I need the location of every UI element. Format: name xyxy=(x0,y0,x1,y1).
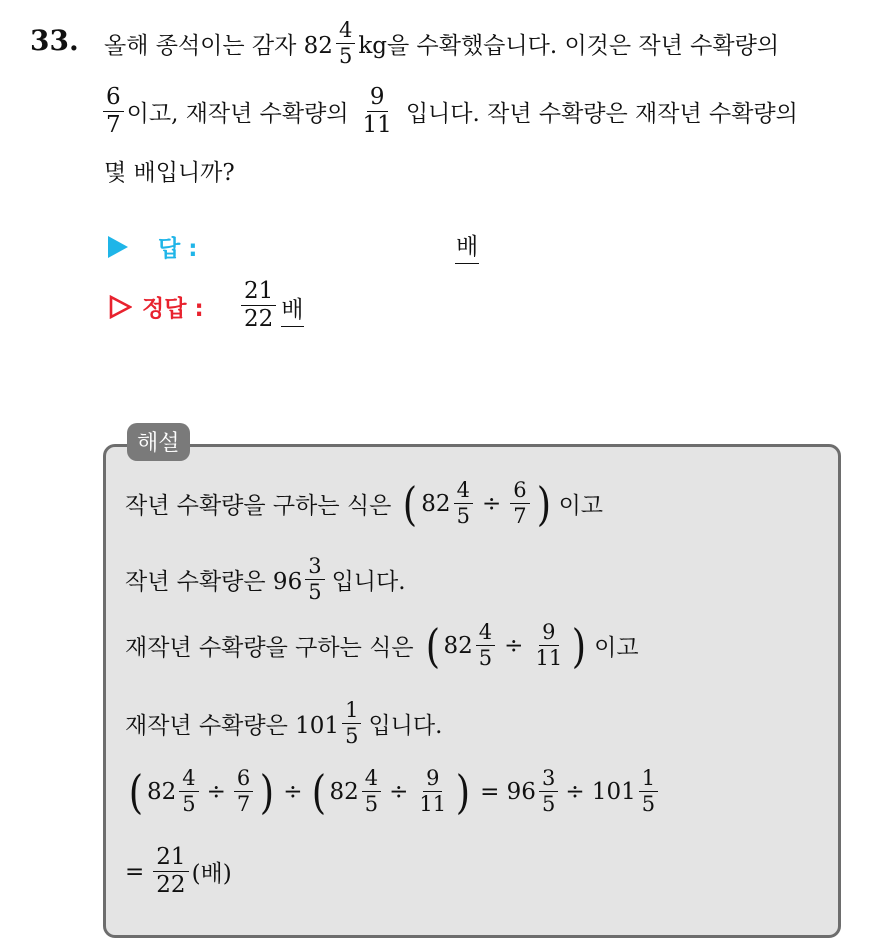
fraction: $\frac{4}{5}$ xyxy=(476,622,495,669)
fraction: $\frac{9}{11}$ xyxy=(362,84,392,138)
explanation-line-1: 작년 수확량을 구하는 식은 ( 82 $\frac{4}{5}$ ÷ $\frac{6}{7}$ ) 이고 xyxy=(125,476,603,531)
question-text: kg을 수확했습니다. 이것은 작년 수확량의 xyxy=(358,33,780,59)
explanation-line-6: = $\frac{21}{22}$ (배) xyxy=(125,844,232,898)
question-line-2 xyxy=(100,86,798,137)
correct-answer-label: 정답 : xyxy=(142,296,204,322)
correct-answer-value xyxy=(238,280,304,331)
fraction: $\frac{21}{22}$ xyxy=(241,280,276,331)
explanation-line-3: 재작년 수확량을 구하는 식은 ( 82 $\frac{4}{5}$ ÷ $\frac{9}{11}$ ) 이고 xyxy=(125,618,639,673)
question-text: 이고, 재작년 수확량의 xyxy=(126,101,349,127)
fraction: $\frac{3}{5}$ xyxy=(539,768,558,815)
answer-label: 답 : xyxy=(158,236,198,262)
fraction: $\frac{3}{5}$ xyxy=(305,556,324,603)
question-text: 입니다. 작년 수확량은 재작년 수확량의 xyxy=(405,101,798,127)
explanation-line-2: 작년 수확량은 96 $\frac{3}{5}$ 입니다. xyxy=(125,554,406,604)
fraction: $\frac{6}{7}$ xyxy=(510,480,529,527)
answer-unit: 배 xyxy=(455,228,479,264)
fraction: $\frac{9}{11}$ xyxy=(535,620,563,670)
question-number: 33. xyxy=(30,24,79,57)
fraction: $\frac{6}{7}$ xyxy=(103,86,124,137)
question-line-3: 몇 배입니까? xyxy=(104,160,235,186)
outline-triangle-icon xyxy=(108,295,132,319)
explanation-line-4: 재작년 수확량은 101 $\frac{1}{5}$ 입니다. xyxy=(125,698,443,748)
answer-row xyxy=(108,230,197,263)
explanation-line-5: ( 82 $\frac{4}{5}$ ÷ $\frac{6}{7}$ ) ÷ ( 82 $\frac{4}{5}$ ÷ $\frac{9}{11}$ ) = 96 $\frac{3}{5}$ ÷ 101 $\frac{1}{5}$ xyxy=(125,768,661,815)
fraction: $\frac{21}{22}$ xyxy=(153,846,188,897)
fraction: $\frac{1}{5}$ xyxy=(342,700,361,747)
question-text: 올해 종석이는 감자 82 xyxy=(104,33,333,59)
play-triangle-icon xyxy=(108,236,128,258)
fraction: $\frac{4}{5}$ xyxy=(362,768,381,815)
fraction: $\frac{1}{5}$ xyxy=(639,768,658,815)
question-line-1 xyxy=(104,20,779,67)
fraction: $\frac{4}{5}$ xyxy=(454,480,473,527)
correct-answer-row xyxy=(108,290,204,323)
correct-answer-unit: 배 xyxy=(281,291,303,327)
explanation-tag: 해설 xyxy=(127,423,190,461)
fraction: $\frac{4}{5}$ xyxy=(336,20,355,67)
fraction: $\frac{6}{7}$ xyxy=(234,768,253,815)
fraction: $\frac{4}{5}$ xyxy=(179,768,198,815)
fraction: $\frac{9}{11}$ xyxy=(419,766,447,816)
